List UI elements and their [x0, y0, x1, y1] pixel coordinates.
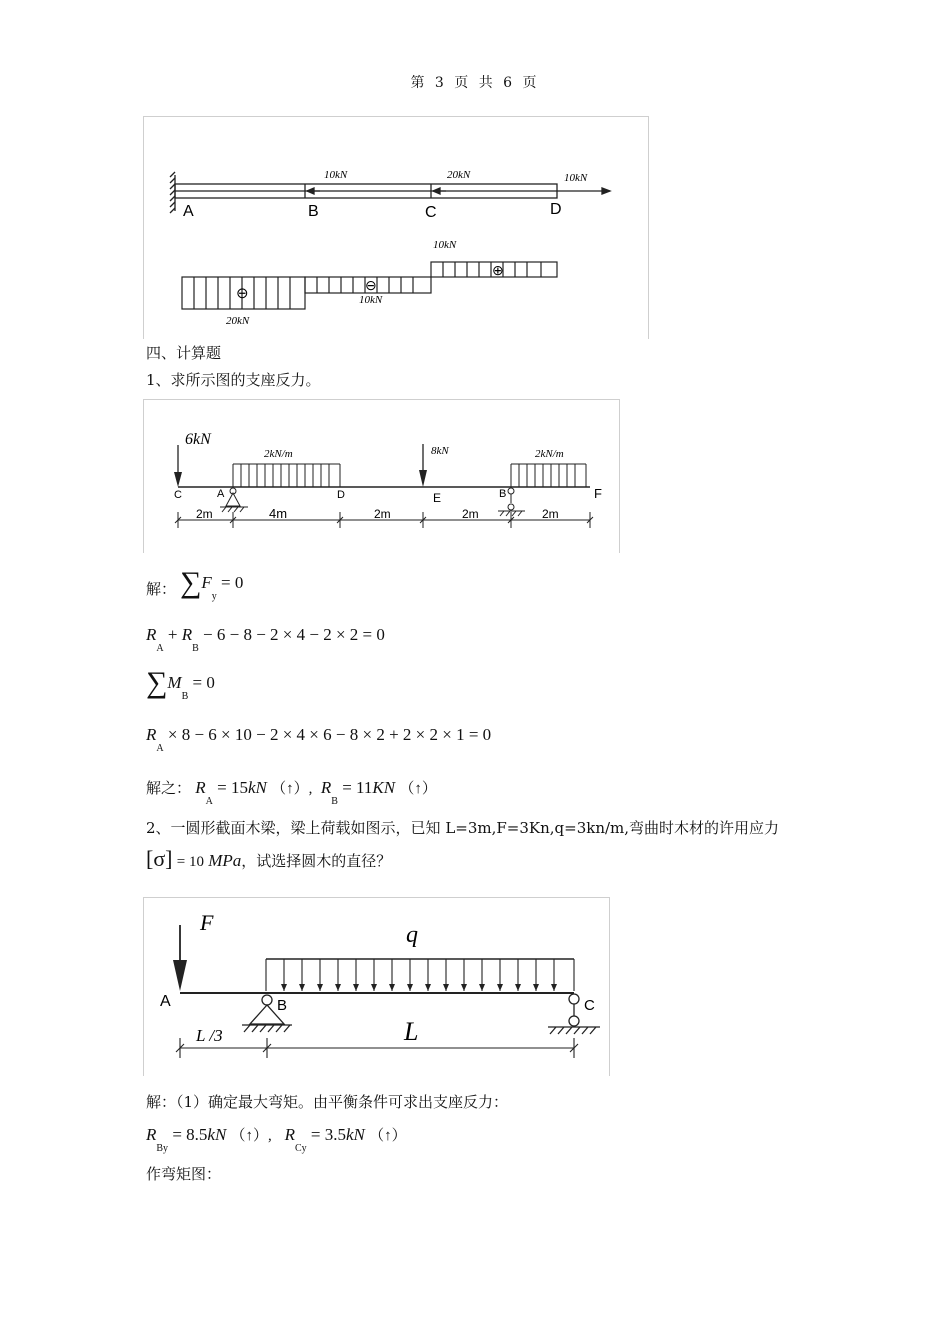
- load-label-d: 10kN: [564, 172, 588, 184]
- dim-2m-1: 2m: [196, 507, 213, 521]
- axial-bar-diagram: [144, 117, 648, 339]
- sign-minus-mid: ⊖: [365, 277, 377, 293]
- beam-figure-1: [143, 399, 620, 553]
- sign-plus-right: ⊕: [492, 262, 504, 278]
- point-d: D: [337, 489, 345, 501]
- dim-4m: 4m: [269, 506, 288, 521]
- allowable-stress: [σ] = 10 MPa，试选择圆木的直径？: [146, 846, 392, 871]
- question-2-text: 2、一圆形截面木梁，梁上荷载如图示，已知 L=3m,F=3Kn,q=3kn/m,弯曲时木材的许用应力: [146, 819, 780, 837]
- equation-sum-mb: $\sum M_B = 0$: [146, 666, 215, 702]
- point-c: C: [174, 489, 182, 501]
- reaction-results: 解之： $R_A = 15kN$ （↑）, $R_B = 11KN$ （↑）: [146, 778, 437, 807]
- load-6kn: 6kN: [185, 431, 211, 448]
- section-title: 四、计算题: [146, 344, 222, 362]
- page-indicator: 第 3 页 共 6 页: [410, 75, 540, 91]
- equation-moment-balance: $R_A \times 8 - 6 \times 10 - 2 \times 4 \times 6 - 8 \times 2 + 2 \times 2 \times 1 = 0$: [146, 725, 492, 754]
- dim-2m-2: 2m: [374, 507, 391, 521]
- axial-label-top: 10kN: [433, 239, 457, 251]
- point-label-d: D: [550, 201, 562, 218]
- beam-figure-2: [143, 897, 610, 1076]
- distributed-load-right: [511, 464, 586, 487]
- beam-diagram-1: [144, 400, 619, 553]
- point-e: E: [433, 491, 442, 505]
- q-arrowheads: [281, 984, 557, 991]
- load-8kn: 8kN: [431, 445, 449, 457]
- solution-2-line-1: 解：（1）确定最大弯矩。由平衡条件可求出支座反力：: [146, 1093, 509, 1111]
- beam-diagram-2: [144, 898, 609, 1076]
- dim-l: L: [404, 1017, 419, 1046]
- sign-minus-left: ⊖: [236, 285, 249, 302]
- dim-2m-3: 2m: [462, 507, 479, 521]
- point-b-label: B: [277, 997, 288, 1014]
- point-a-label: A: [160, 993, 171, 1010]
- axial-label-bottom: 20kN: [226, 315, 250, 327]
- point-a: A: [217, 488, 225, 500]
- solution-2-line-3: 作弯矩图：: [146, 1165, 222, 1183]
- force-f-label: F: [200, 910, 214, 935]
- question-1-text: 1、求所示图的支座反力。: [146, 371, 321, 389]
- point-label-b: B: [308, 203, 319, 220]
- axial-bar-figure: [143, 116, 649, 339]
- point-label-a: A: [183, 203, 194, 220]
- distributed-load-q: [266, 959, 574, 991]
- dist-label-right: 2kN/m: [535, 448, 564, 460]
- point-label-c: C: [425, 204, 437, 221]
- axial-label-mid: 10kN: [359, 294, 383, 306]
- dimension-line-2: [176, 1038, 578, 1058]
- equation-sum-fy: $\sum F_y = 0$: [180, 566, 244, 602]
- distributed-load-left: [233, 464, 340, 487]
- bar-outline: [175, 184, 557, 198]
- load-label-b: 10kN: [324, 169, 348, 181]
- q-label: q: [406, 922, 418, 948]
- solution-1-prefix: 解：: [146, 580, 177, 598]
- dim-l-third: L /3: [196, 1026, 223, 1045]
- dist-label-left: 2kN/m: [264, 448, 293, 460]
- load-label-c: 20kN: [447, 169, 471, 181]
- reaction-results-2: $R_{By} = 8.5kN$ （↑）, $R_{Cy} = 3.5kN$ （↑）: [146, 1125, 407, 1154]
- point-c-label: C: [584, 997, 595, 1014]
- dim-2m-4: 2m: [542, 507, 559, 521]
- point-b: B: [499, 488, 507, 500]
- point-f: F: [594, 486, 602, 501]
- fixed-wall: [170, 172, 175, 213]
- equation-force-balance: $R_A + R_B - 6 - 8 - 2 \times 4 - 2 \times 2 = 0$: [146, 625, 385, 654]
